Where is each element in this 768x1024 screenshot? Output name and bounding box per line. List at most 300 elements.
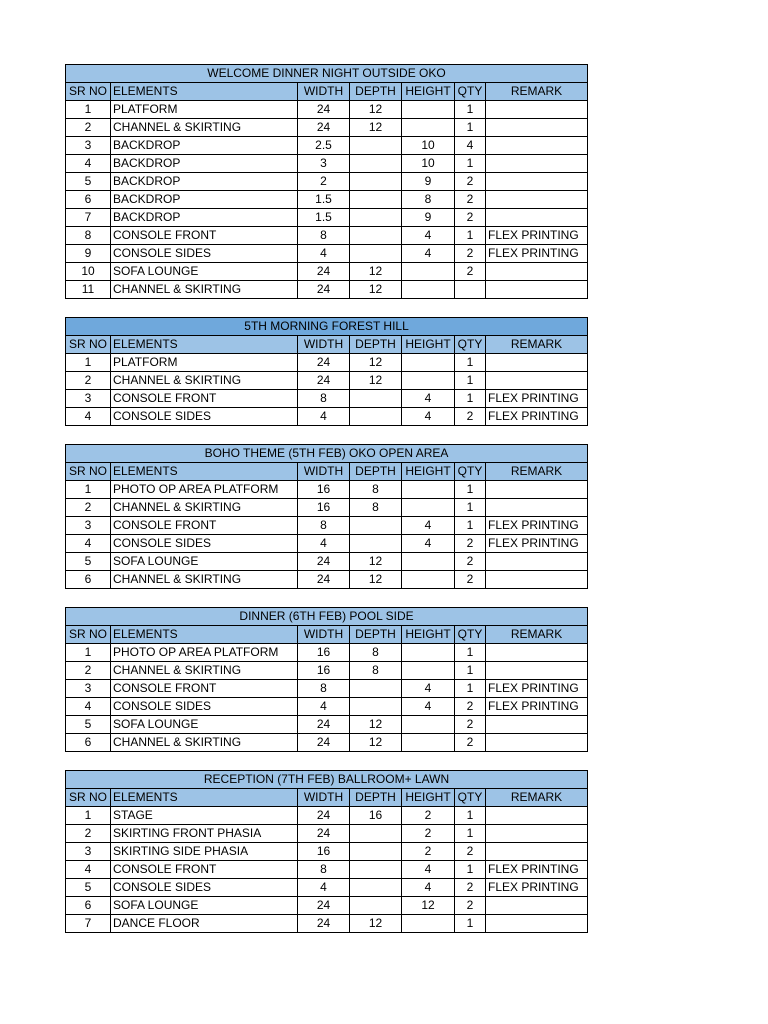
cell-height: 4 bbox=[402, 535, 455, 553]
cell-depth: 12 bbox=[350, 119, 402, 137]
header-remark: REMARK bbox=[486, 463, 588, 481]
header-width: WIDTH bbox=[298, 463, 350, 481]
section-title: WELCOME DINNER NIGHT OUTSIDE OKO bbox=[66, 65, 588, 83]
header-qty: QTY bbox=[455, 463, 486, 481]
cell-remark: FLEX PRINTING bbox=[486, 879, 588, 897]
cell-sr-no: 3 bbox=[66, 390, 111, 408]
header-qty: QTY bbox=[455, 336, 486, 354]
cell-height bbox=[402, 119, 455, 137]
cell-remark bbox=[486, 101, 588, 119]
header-elements: ELEMENTS bbox=[111, 463, 298, 481]
header-remark: REMARK bbox=[486, 789, 588, 807]
section-title-row bbox=[66, 608, 588, 626]
cell-width: 24 bbox=[298, 825, 350, 843]
cell-width: 24 bbox=[298, 101, 350, 119]
cell-sr-no: 6 bbox=[66, 897, 111, 915]
cell-width: 24 bbox=[298, 915, 350, 933]
cell-width: 4 bbox=[298, 408, 350, 426]
cell-width: 3 bbox=[298, 155, 350, 173]
section-title: BOHO THEME (5TH FEB) OKO OPEN AREA bbox=[66, 445, 588, 463]
cell-depth bbox=[350, 698, 402, 716]
cell-height: 4 bbox=[402, 861, 455, 879]
cell-qty: 4 bbox=[455, 137, 486, 155]
cell-element: DANCE FLOOR bbox=[111, 915, 298, 933]
cell-element: CHANNEL & SKIRTING bbox=[111, 571, 298, 589]
cell-width: 16 bbox=[298, 481, 350, 499]
cell-width: 24 bbox=[298, 119, 350, 137]
cell-qty: 2 bbox=[455, 408, 486, 426]
cell-remark bbox=[486, 825, 588, 843]
cell-sr-no: 1 bbox=[66, 101, 111, 119]
cell-depth: 12 bbox=[350, 734, 402, 752]
cell-sr-no: 4 bbox=[66, 155, 111, 173]
table-row bbox=[66, 119, 588, 137]
cell-width: 24 bbox=[298, 553, 350, 571]
section-table bbox=[65, 607, 588, 752]
cell-element: CONSOLE FRONT bbox=[111, 227, 298, 245]
cell-width: 8 bbox=[298, 390, 350, 408]
table-row bbox=[66, 390, 588, 408]
header-height: HEIGHT bbox=[402, 463, 455, 481]
cell-depth bbox=[350, 517, 402, 535]
cell-depth: 12 bbox=[350, 915, 402, 933]
table-row bbox=[66, 915, 588, 933]
cell-qty: 1 bbox=[455, 915, 486, 933]
cell-element: SKIRTING SIDE PHASIA bbox=[111, 843, 298, 861]
cell-height: 10 bbox=[402, 155, 455, 173]
header-sr-no: SR NO bbox=[66, 626, 111, 644]
table-row bbox=[66, 281, 588, 299]
cell-qty: 2 bbox=[455, 553, 486, 571]
cell-depth bbox=[350, 227, 402, 245]
cell-remark bbox=[486, 155, 588, 173]
cell-remark bbox=[486, 281, 588, 299]
cell-element: CHANNEL & SKIRTING bbox=[111, 119, 298, 137]
table-row bbox=[66, 101, 588, 119]
cell-width: 8 bbox=[298, 517, 350, 535]
cell-element: CONSOLE SIDES bbox=[111, 879, 298, 897]
cell-depth bbox=[350, 843, 402, 861]
cell-remark bbox=[486, 481, 588, 499]
cell-sr-no: 1 bbox=[66, 644, 111, 662]
header-width: WIDTH bbox=[298, 626, 350, 644]
cell-width: 24 bbox=[298, 354, 350, 372]
cell-height: 2 bbox=[402, 825, 455, 843]
table-row bbox=[66, 807, 588, 825]
cell-qty: 1 bbox=[455, 481, 486, 499]
cell-qty: 2 bbox=[455, 879, 486, 897]
cell-element: BACKDROP bbox=[111, 191, 298, 209]
cell-depth bbox=[350, 408, 402, 426]
cell-width: 8 bbox=[298, 227, 350, 245]
cell-width: 8 bbox=[298, 680, 350, 698]
cell-remark bbox=[486, 499, 588, 517]
cell-height: 12 bbox=[402, 897, 455, 915]
cell-element: PLATFORM bbox=[111, 354, 298, 372]
cell-element: SOFA LOUNGE bbox=[111, 553, 298, 571]
header-remark: REMARK bbox=[486, 83, 588, 101]
cell-element: BACKDROP bbox=[111, 155, 298, 173]
cell-depth bbox=[350, 825, 402, 843]
section-title: DINNER (6TH FEB) POOL SIDE bbox=[66, 608, 588, 626]
cell-qty: 2 bbox=[455, 191, 486, 209]
cell-sr-no: 8 bbox=[66, 227, 111, 245]
header-height: HEIGHT bbox=[402, 336, 455, 354]
table-row bbox=[66, 680, 588, 698]
header-sr-no: SR NO bbox=[66, 83, 111, 101]
cell-element: CHANNEL & SKIRTING bbox=[111, 734, 298, 752]
cell-sr-no: 3 bbox=[66, 843, 111, 861]
cell-remark bbox=[486, 662, 588, 680]
header-height: HEIGHT bbox=[402, 626, 455, 644]
cell-depth: 8 bbox=[350, 644, 402, 662]
cell-width: 16 bbox=[298, 662, 350, 680]
table-row bbox=[66, 191, 588, 209]
table-row bbox=[66, 408, 588, 426]
cell-remark bbox=[486, 354, 588, 372]
cell-remark bbox=[486, 807, 588, 825]
cell-height bbox=[402, 915, 455, 933]
cell-remark: FLEX PRINTING bbox=[486, 245, 588, 263]
cell-qty: 2 bbox=[455, 173, 486, 191]
cell-sr-no: 10 bbox=[66, 263, 111, 281]
cell-height: 9 bbox=[402, 209, 455, 227]
cell-element: CONSOLE SIDES bbox=[111, 698, 298, 716]
cell-element: CONSOLE SIDES bbox=[111, 408, 298, 426]
cell-remark bbox=[486, 137, 588, 155]
cell-height bbox=[402, 716, 455, 734]
cell-depth: 12 bbox=[350, 571, 402, 589]
cell-width: 24 bbox=[298, 571, 350, 589]
cell-depth bbox=[350, 209, 402, 227]
cell-width: 2.5 bbox=[298, 137, 350, 155]
section-title-row bbox=[66, 445, 588, 463]
cell-element: PHOTO OP AREA PLATFORM bbox=[111, 481, 298, 499]
cell-sr-no: 7 bbox=[66, 209, 111, 227]
cell-depth: 12 bbox=[350, 716, 402, 734]
header-width: WIDTH bbox=[298, 336, 350, 354]
cell-depth: 8 bbox=[350, 481, 402, 499]
header-remark: REMARK bbox=[486, 336, 588, 354]
cell-remark bbox=[486, 263, 588, 281]
spreadsheet-page bbox=[65, 64, 587, 951]
cell-qty: 2 bbox=[455, 843, 486, 861]
cell-height bbox=[402, 553, 455, 571]
cell-width: 24 bbox=[298, 281, 350, 299]
table-row bbox=[66, 173, 588, 191]
cell-width: 24 bbox=[298, 263, 350, 281]
cell-sr-no: 4 bbox=[66, 408, 111, 426]
column-header-row bbox=[66, 463, 588, 481]
cell-width: 4 bbox=[298, 698, 350, 716]
header-elements: ELEMENTS bbox=[111, 83, 298, 101]
cell-height: 10 bbox=[402, 137, 455, 155]
cell-qty: 1 bbox=[455, 372, 486, 390]
cell-height: 4 bbox=[402, 698, 455, 716]
cell-qty: 1 bbox=[455, 101, 486, 119]
cell-height bbox=[402, 481, 455, 499]
cell-element: CHANNEL & SKIRTING bbox=[111, 499, 298, 517]
cell-sr-no: 2 bbox=[66, 662, 111, 680]
header-elements: ELEMENTS bbox=[111, 626, 298, 644]
cell-remark: FLEX PRINTING bbox=[486, 698, 588, 716]
table-row bbox=[66, 825, 588, 843]
cell-remark bbox=[486, 119, 588, 137]
cell-sr-no: 4 bbox=[66, 861, 111, 879]
cell-depth bbox=[350, 191, 402, 209]
cell-qty: 1 bbox=[455, 861, 486, 879]
cell-remark bbox=[486, 644, 588, 662]
cell-height bbox=[402, 662, 455, 680]
table-row bbox=[66, 734, 588, 752]
cell-sr-no: 1 bbox=[66, 807, 111, 825]
header-qty: QTY bbox=[455, 626, 486, 644]
header-qty: QTY bbox=[455, 789, 486, 807]
cell-element: CONSOLE FRONT bbox=[111, 390, 298, 408]
cell-sr-no: 4 bbox=[66, 698, 111, 716]
cell-sr-no: 5 bbox=[66, 553, 111, 571]
table-row bbox=[66, 372, 588, 390]
cell-height bbox=[402, 644, 455, 662]
cell-width: 16 bbox=[298, 843, 350, 861]
cell-sr-no: 6 bbox=[66, 571, 111, 589]
cell-sr-no: 1 bbox=[66, 354, 111, 372]
table-row bbox=[66, 879, 588, 897]
table-row bbox=[66, 481, 588, 499]
cell-element: SOFA LOUNGE bbox=[111, 263, 298, 281]
cell-depth bbox=[350, 861, 402, 879]
header-depth: DEPTH bbox=[350, 789, 402, 807]
cell-element: CONSOLE FRONT bbox=[111, 517, 298, 535]
cell-sr-no: 2 bbox=[66, 499, 111, 517]
table-row bbox=[66, 843, 588, 861]
table-row bbox=[66, 245, 588, 263]
cell-height bbox=[402, 734, 455, 752]
header-elements: ELEMENTS bbox=[111, 336, 298, 354]
cell-sr-no: 9 bbox=[66, 245, 111, 263]
section-title-row bbox=[66, 318, 588, 336]
cell-depth: 8 bbox=[350, 499, 402, 517]
cell-width: 24 bbox=[298, 734, 350, 752]
section-title: 5TH MORNING FOREST HILL bbox=[66, 318, 588, 336]
cell-height: 4 bbox=[402, 245, 455, 263]
cell-depth: 12 bbox=[350, 354, 402, 372]
cell-element: PHOTO OP AREA PLATFORM bbox=[111, 644, 298, 662]
table-row bbox=[66, 698, 588, 716]
header-remark: REMARK bbox=[486, 626, 588, 644]
cell-height: 4 bbox=[402, 879, 455, 897]
header-width: WIDTH bbox=[298, 83, 350, 101]
table-row bbox=[66, 155, 588, 173]
cell-element: CONSOLE FRONT bbox=[111, 861, 298, 879]
cell-element: BACKDROP bbox=[111, 209, 298, 227]
cell-height bbox=[402, 499, 455, 517]
cell-qty: 1 bbox=[455, 155, 486, 173]
cell-qty bbox=[455, 281, 486, 299]
cell-sr-no: 2 bbox=[66, 825, 111, 843]
cell-qty: 1 bbox=[455, 807, 486, 825]
cell-depth: 12 bbox=[350, 101, 402, 119]
cell-element: BACKDROP bbox=[111, 173, 298, 191]
cell-sr-no: 5 bbox=[66, 716, 111, 734]
header-sr-no: SR NO bbox=[66, 336, 111, 354]
cell-element: CONSOLE SIDES bbox=[111, 535, 298, 553]
cell-width: 24 bbox=[298, 807, 350, 825]
cell-height: 8 bbox=[402, 191, 455, 209]
cell-element: CHANNEL & SKIRTING bbox=[111, 662, 298, 680]
table-row bbox=[66, 354, 588, 372]
cell-depth bbox=[350, 245, 402, 263]
cell-sr-no: 6 bbox=[66, 734, 111, 752]
cell-qty: 1 bbox=[455, 680, 486, 698]
cell-depth: 16 bbox=[350, 807, 402, 825]
table-row bbox=[66, 897, 588, 915]
cell-height: 2 bbox=[402, 807, 455, 825]
cell-qty: 1 bbox=[455, 119, 486, 137]
cell-qty: 1 bbox=[455, 499, 486, 517]
cell-depth bbox=[350, 137, 402, 155]
column-header-row bbox=[66, 626, 588, 644]
cell-height bbox=[402, 263, 455, 281]
header-width: WIDTH bbox=[298, 789, 350, 807]
cell-element: CONSOLE SIDES bbox=[111, 245, 298, 263]
cell-height: 9 bbox=[402, 173, 455, 191]
cell-element: SOFA LOUNGE bbox=[111, 897, 298, 915]
cell-qty: 2 bbox=[455, 263, 486, 281]
cell-sr-no: 7 bbox=[66, 915, 111, 933]
cell-qty: 1 bbox=[455, 825, 486, 843]
cell-remark: FLEX PRINTING bbox=[486, 390, 588, 408]
cell-remark bbox=[486, 173, 588, 191]
cell-qty: 2 bbox=[455, 716, 486, 734]
cell-depth bbox=[350, 535, 402, 553]
header-sr-no: SR NO bbox=[66, 789, 111, 807]
cell-remark bbox=[486, 372, 588, 390]
cell-remark: FLEX PRINTING bbox=[486, 680, 588, 698]
section-table bbox=[65, 770, 588, 933]
cell-width: 24 bbox=[298, 372, 350, 390]
cell-qty: 2 bbox=[455, 209, 486, 227]
header-depth: DEPTH bbox=[350, 336, 402, 354]
cell-remark bbox=[486, 843, 588, 861]
cell-remark: FLEX PRINTING bbox=[486, 517, 588, 535]
cell-sr-no: 4 bbox=[66, 535, 111, 553]
cell-qty: 2 bbox=[455, 245, 486, 263]
cell-qty: 1 bbox=[455, 390, 486, 408]
cell-remark bbox=[486, 734, 588, 752]
cell-depth bbox=[350, 879, 402, 897]
cell-qty: 2 bbox=[455, 734, 486, 752]
cell-depth: 12 bbox=[350, 372, 402, 390]
cell-depth bbox=[350, 390, 402, 408]
cell-width: 24 bbox=[298, 897, 350, 915]
table-row bbox=[66, 644, 588, 662]
cell-remark: FLEX PRINTING bbox=[486, 408, 588, 426]
header-height: HEIGHT bbox=[402, 83, 455, 101]
cell-remark bbox=[486, 716, 588, 734]
cell-height bbox=[402, 571, 455, 589]
cell-sr-no: 5 bbox=[66, 879, 111, 897]
cell-element: STAGE bbox=[111, 807, 298, 825]
cell-element: CHANNEL & SKIRTING bbox=[111, 281, 298, 299]
cell-height: 4 bbox=[402, 408, 455, 426]
cell-width: 1.5 bbox=[298, 209, 350, 227]
section-table bbox=[65, 444, 588, 589]
cell-remark bbox=[486, 191, 588, 209]
table-row bbox=[66, 553, 588, 571]
cell-sr-no: 2 bbox=[66, 372, 111, 390]
header-depth: DEPTH bbox=[350, 463, 402, 481]
cell-depth: 8 bbox=[350, 662, 402, 680]
cell-remark bbox=[486, 915, 588, 933]
cell-remark: FLEX PRINTING bbox=[486, 861, 588, 879]
section-title-row bbox=[66, 65, 588, 83]
cell-depth: 12 bbox=[350, 553, 402, 571]
cell-sr-no: 3 bbox=[66, 517, 111, 535]
header-elements: ELEMENTS bbox=[111, 789, 298, 807]
header-qty: QTY bbox=[455, 83, 486, 101]
section-table bbox=[65, 317, 588, 426]
cell-depth bbox=[350, 155, 402, 173]
cell-depth: 12 bbox=[350, 263, 402, 281]
cell-width: 2 bbox=[298, 173, 350, 191]
table-row bbox=[66, 209, 588, 227]
cell-element: PLATFORM bbox=[111, 101, 298, 119]
table-row bbox=[66, 535, 588, 553]
cell-element: CONSOLE FRONT bbox=[111, 680, 298, 698]
section-title-row bbox=[66, 771, 588, 789]
column-header-row bbox=[66, 336, 588, 354]
table-row bbox=[66, 662, 588, 680]
header-depth: DEPTH bbox=[350, 83, 402, 101]
section-table bbox=[65, 64, 588, 299]
cell-width: 4 bbox=[298, 879, 350, 897]
cell-width: 1.5 bbox=[298, 191, 350, 209]
cell-width: 24 bbox=[298, 716, 350, 734]
cell-height: 4 bbox=[402, 680, 455, 698]
cell-qty: 2 bbox=[455, 897, 486, 915]
cell-remark bbox=[486, 897, 588, 915]
cell-height bbox=[402, 354, 455, 372]
cell-element: SKIRTING FRONT PHASIA bbox=[111, 825, 298, 843]
cell-qty: 1 bbox=[455, 662, 486, 680]
cell-height bbox=[402, 372, 455, 390]
cell-height: 4 bbox=[402, 227, 455, 245]
cell-element: SOFA LOUNGE bbox=[111, 716, 298, 734]
table-row bbox=[66, 263, 588, 281]
cell-depth: 12 bbox=[350, 281, 402, 299]
column-header-row bbox=[66, 789, 588, 807]
table-row bbox=[66, 137, 588, 155]
header-height: HEIGHT bbox=[402, 789, 455, 807]
table-row bbox=[66, 571, 588, 589]
cell-remark bbox=[486, 553, 588, 571]
cell-height: 2 bbox=[402, 843, 455, 861]
cell-sr-no: 11 bbox=[66, 281, 111, 299]
cell-height bbox=[402, 281, 455, 299]
cell-height bbox=[402, 101, 455, 119]
table-row bbox=[66, 716, 588, 734]
cell-qty: 1 bbox=[455, 227, 486, 245]
cell-element: CHANNEL & SKIRTING bbox=[111, 372, 298, 390]
cell-width: 4 bbox=[298, 245, 350, 263]
cell-sr-no: 3 bbox=[66, 680, 111, 698]
cell-depth bbox=[350, 897, 402, 915]
table-row bbox=[66, 517, 588, 535]
cell-height: 4 bbox=[402, 517, 455, 535]
table-row bbox=[66, 499, 588, 517]
table-row bbox=[66, 861, 588, 879]
